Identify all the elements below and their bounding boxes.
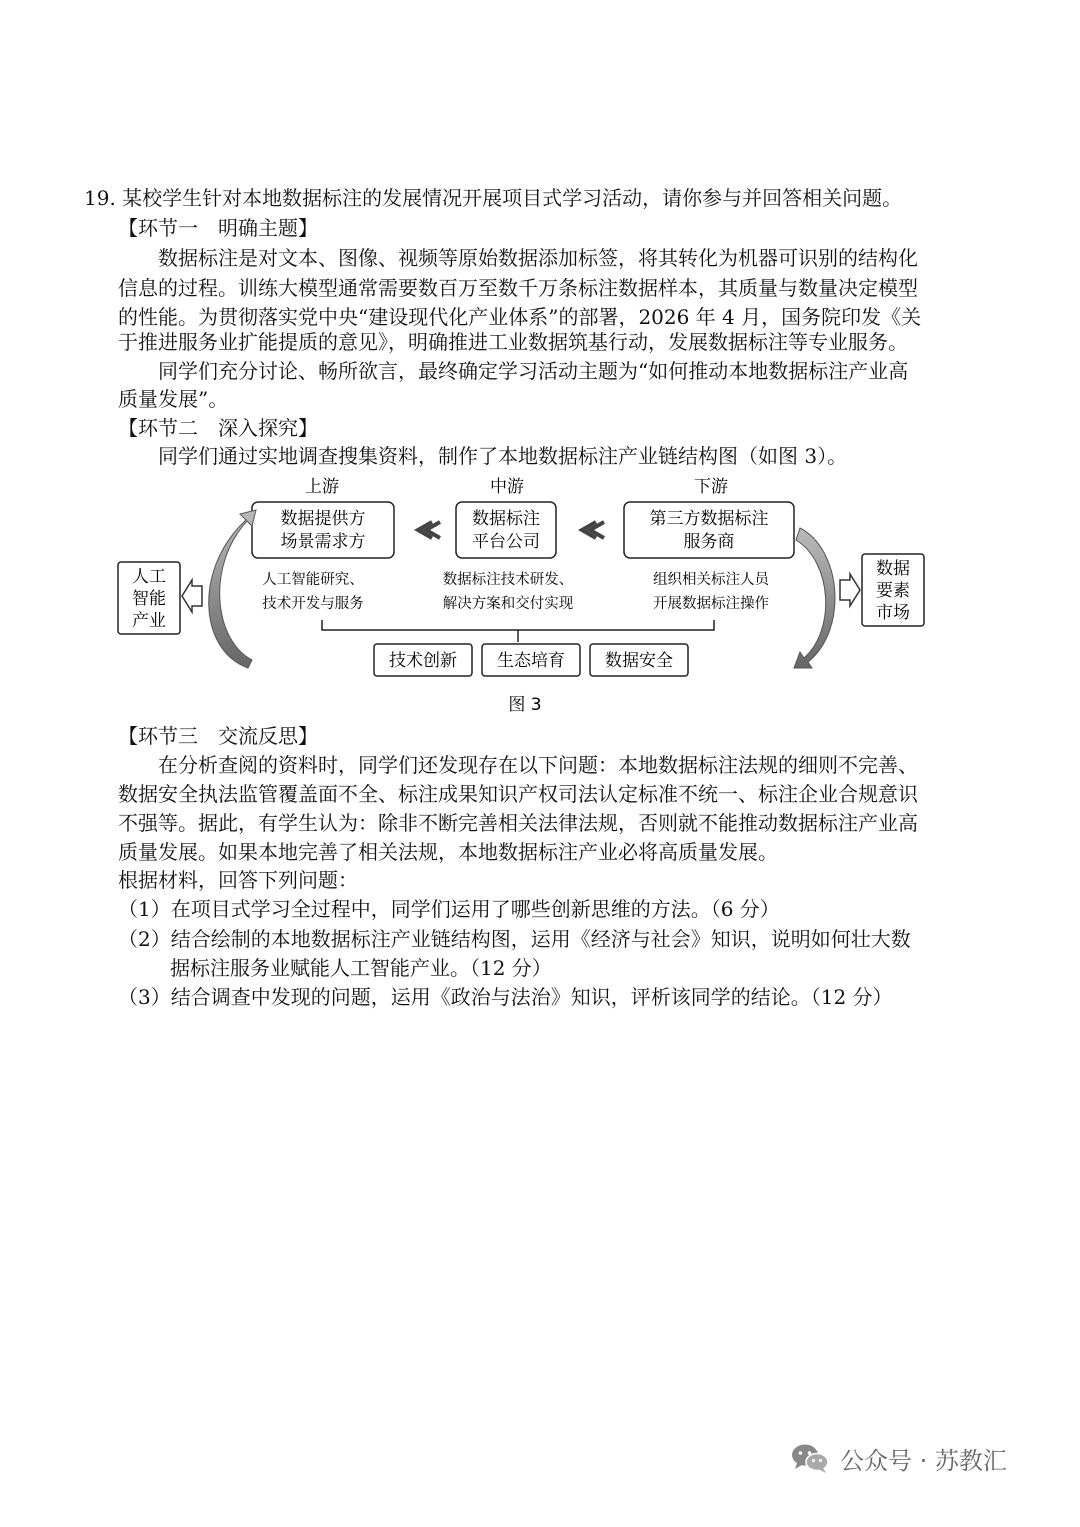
downstream-box-line1: 第三方数据标注 [649,509,769,529]
tech-innovation-label: 技术创新 [389,651,457,671]
industry-chain-diagram [110,470,940,720]
section1-para1-line3: 的性能。为贯彻落实党中央“建设现代化产业体系”的部署，2026 年 4 月，国务院印发《关 [118,305,922,329]
midstream-box-line2: 平台公司 [472,532,540,552]
section3-para-line1: 在分析查阅的资料时，同学们还发现存在以下问题：本地数据标注法规的细则不完善、 [158,753,918,777]
data-security-label: 数据安全 [605,651,673,671]
section2-para: 同学们通过实地调查搜集资料，制作了本地数据标注产业链结构图（如图 3）。 [158,444,848,468]
stage-midstream-label: 中游 [490,477,524,497]
upstream-box-line2: 场景需求方 [280,532,366,552]
section2-heading: 【环节二 深入探究】 [118,416,318,440]
desc-downstream-line2: 开展数据标注操作 [653,596,769,612]
data-market-line2: 要素 [876,581,910,601]
section3-para-line3: 不强等。据此，有学生认为：除非不断完善相关法律法规，否则就不能推动数据标注产业高 [118,811,918,835]
section3-para-line4: 质量发展。如果本地完善了相关法规，本地数据标注产业必将高质量发展。 [118,840,778,864]
chevron-left-icon [582,522,604,538]
section1-para2-line1: 同学们充分讨论、畅所欲言，最终确定学习活动主题为“如何推动本地数据标注产业高 [158,359,909,383]
desc-upstream-line1: 人工智能研究、 [262,572,364,588]
section1-para1-line1: 数据标注是对文本、图像、视频等原始数据添加标签，将其转化为机器可识别的结构化 [158,246,918,270]
ai-industry-line2: 智能 [132,589,166,609]
watermark [790,1438,1007,1478]
questions-intro: 根据材料，回答下列问题： [118,868,358,892]
desc-upstream-line2: 技术开发与服务 [262,596,364,612]
watermark-text: 公众号 · 苏教汇 [840,1446,1007,1475]
question-3: （3）结合调查中发现的问题，运用《政治与法治》知识，评析该同学的结论。（12 分） [118,985,893,1009]
section1-heading: 【环节一 明确主题】 [118,216,318,240]
question-1: （1）在项目式学习全过程中，同学们运用了哪些创新思维的方法。（6 分） [118,897,780,921]
midstream-box-line1: 数据标注 [472,509,540,529]
downstream-box-line2: 服务商 [683,532,735,552]
section3-para-line2: 数据安全执法监管覆盖面不全、标注成果知识产权司法认定标准不统一、标注企业合规意识 [118,782,918,806]
stage-upstream-label: 上游 [305,477,339,497]
arrow-left-icon [182,580,202,612]
section3-heading: 【环节三 交流反思】 [118,724,318,748]
chevron-left-icon [418,522,440,538]
ecosystem-label: 生态培育 [497,651,565,671]
section1-para2-line2: 质量发展”。 [118,387,229,411]
stage-downstream-label: 下游 [694,477,728,497]
section1-para1-line4: 于推进服务业扩能提质的意见》，明确推进工业数据筑基行动，发展数据标注等专业服务。 [118,330,908,354]
desc-midstream-line1: 数据标注技术研发、 [442,572,574,588]
question-2-line1: （2）结合绘制的本地数据标注产业链结构图，运用《经济与社会》知识，说明如何壮大数 [118,927,911,951]
desc-downstream-line1: 组织相关标注人员 [653,572,769,588]
desc-midstream-line2: 解决方案和交付实现 [442,596,574,612]
section1-para1-line2: 信息的过程。训练大模型通常需要数百万至数千万条标注数据样本，其质量与数量决定模型 [118,276,918,300]
figure-caption: 图 3 [508,695,542,715]
upstream-box-line1: 数据提供方 [280,509,366,529]
arrow-right-icon [840,574,860,606]
ai-industry-line3: 产业 [132,611,166,631]
question-title: 19. 某校学生针对本地数据标注的发展情况开展项目式学习活动，请你参与并回答相关问题。 [84,186,903,210]
wechat-icon [790,1442,830,1474]
question-2-line2: 据标注服务业赋能人工智能产业。（12 分） [170,956,552,980]
data-market-line3: 市场 [876,603,910,623]
curved-arrow-down-icon [794,528,835,668]
bracket-line [322,620,714,642]
curved-arrow-up-icon [209,510,256,668]
ai-industry-line1: 人工 [132,567,166,587]
data-market-line1: 数据 [876,559,910,579]
